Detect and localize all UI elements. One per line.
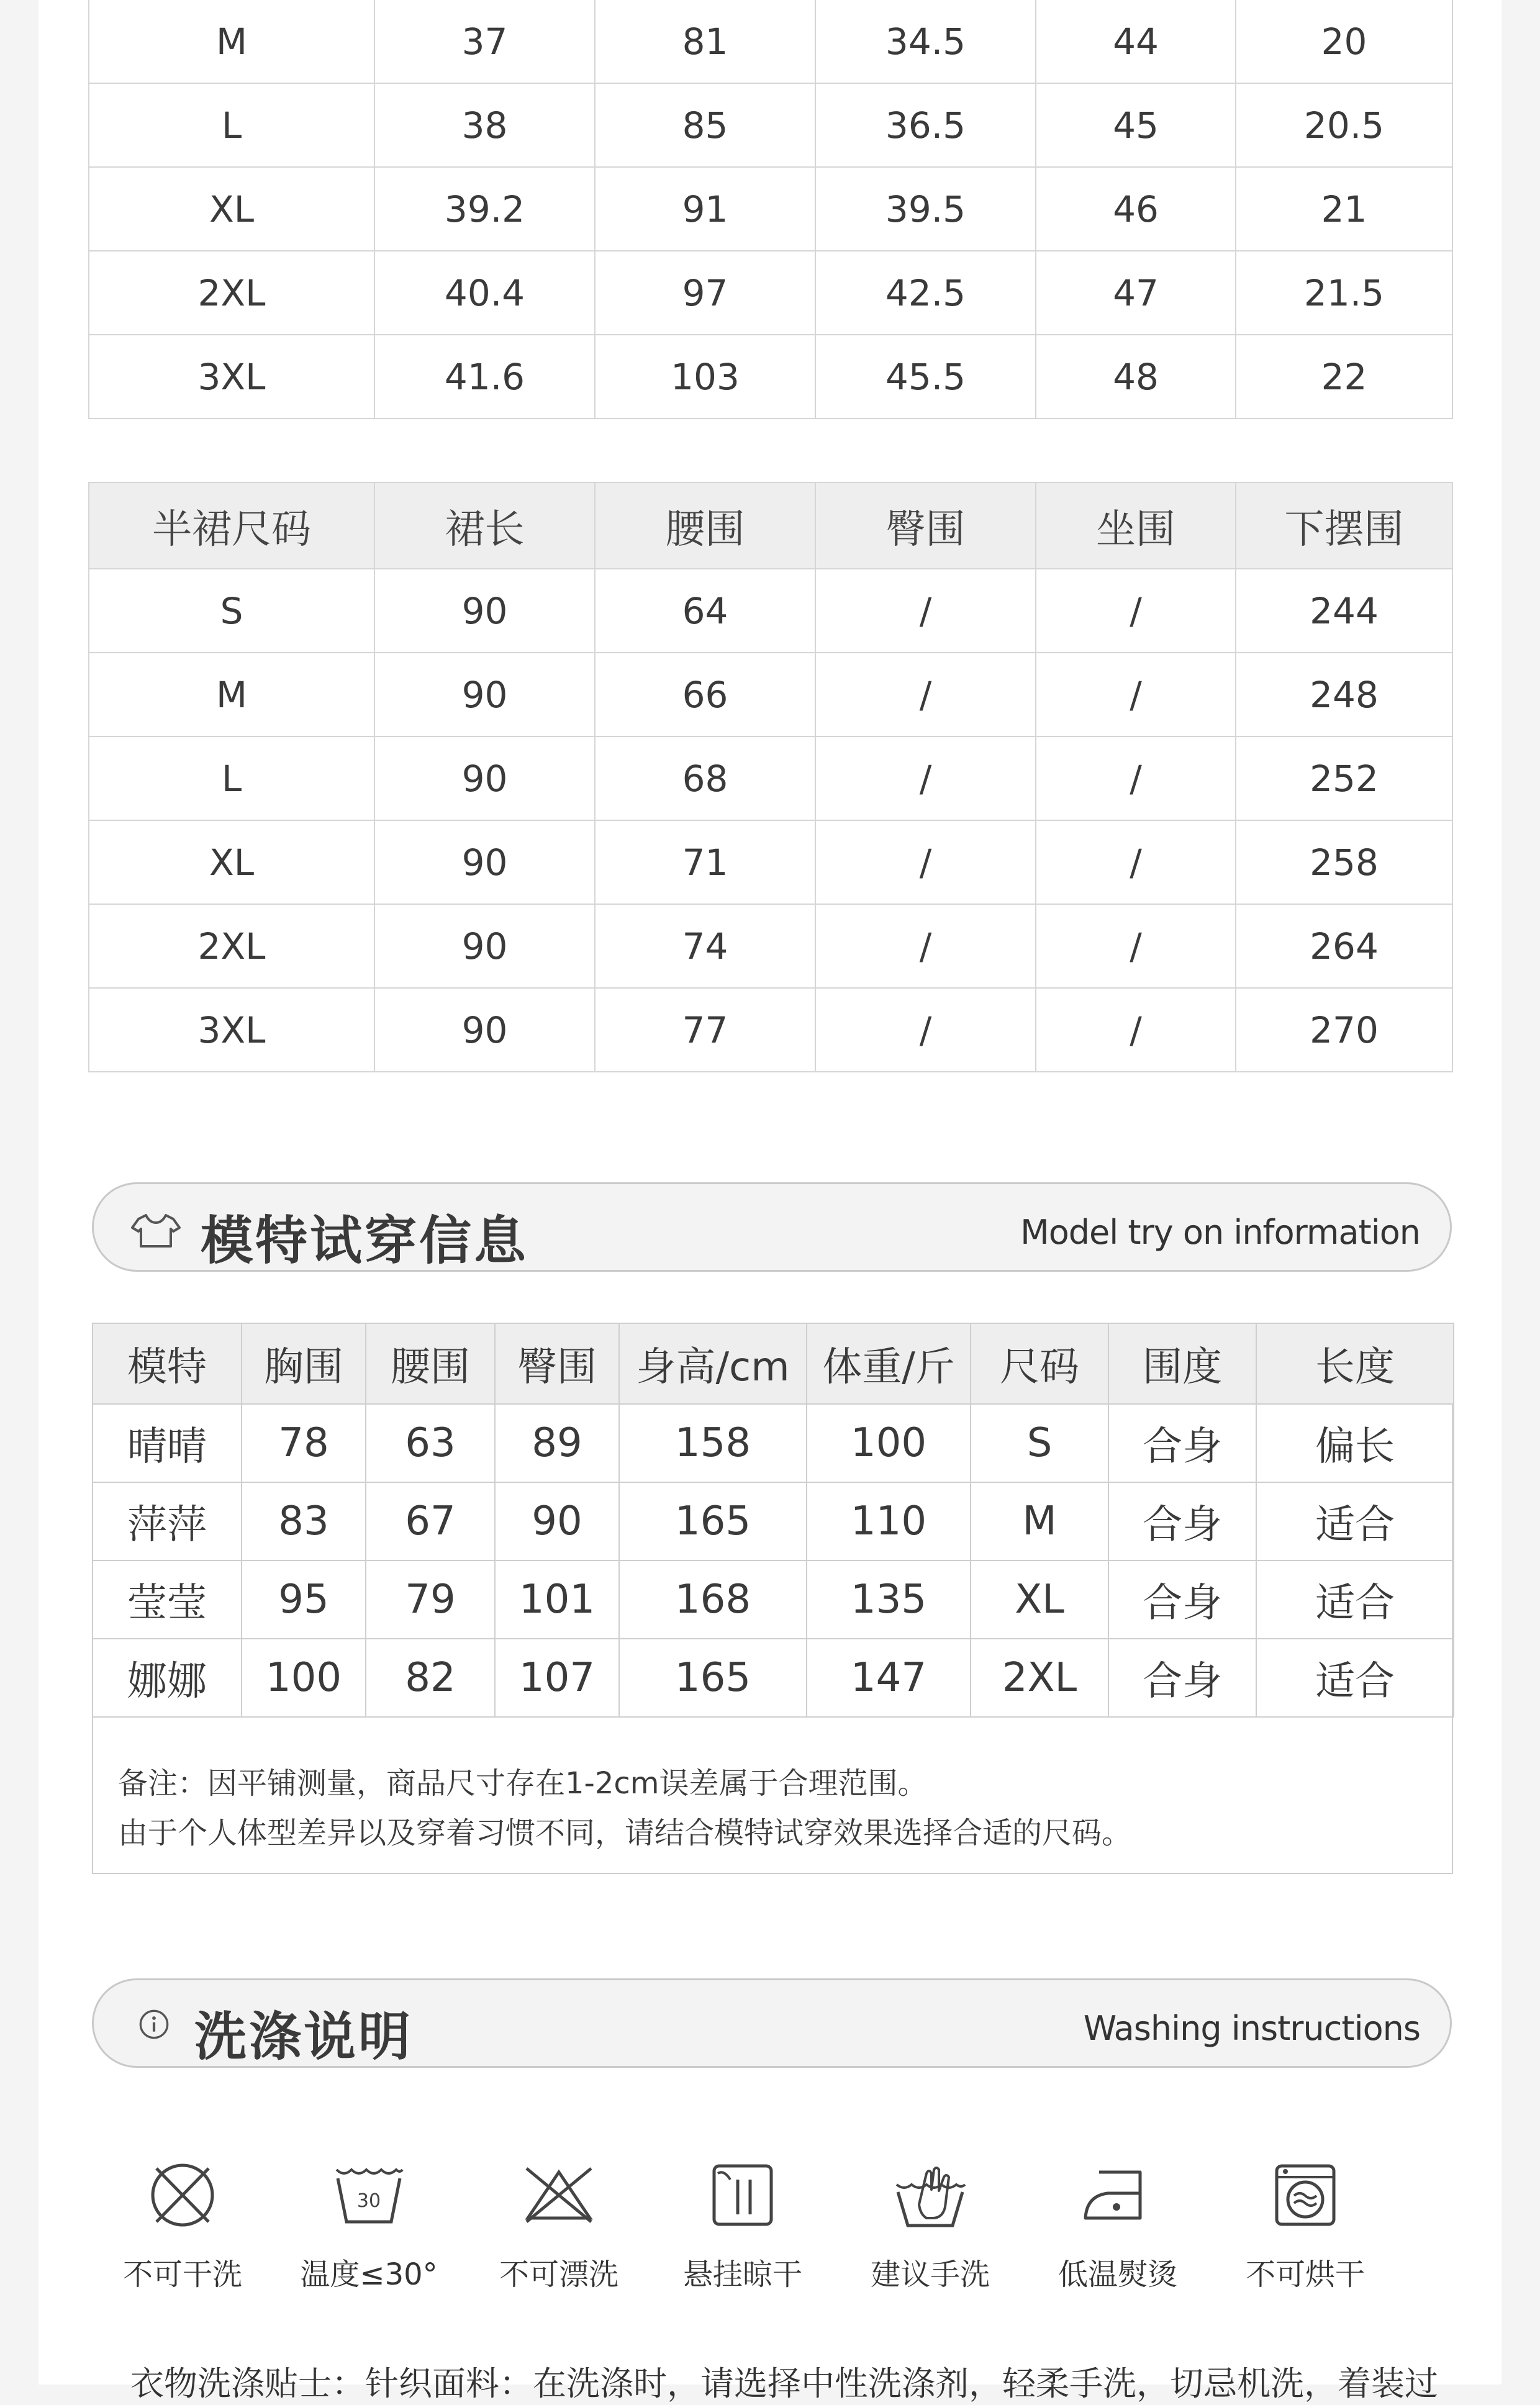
wash-label-no-bleach: 不可漂洗	[499, 2257, 618, 2292]
care-tips: 衣物洗涤贴士：针织面料：在洗涤时，请选择中性洗涤剂，轻柔手洗，切忌机洗，着装过	[130, 2364, 1438, 2403]
skirt-table-cell: 270	[1236, 988, 1452, 1072]
model-table-row	[93, 1560, 1454, 1639]
top-table-row	[89, 167, 1452, 251]
skirt-table-cell: 90	[374, 820, 595, 904]
skirt-table-row	[89, 988, 1452, 1072]
model-table-cell: 101	[495, 1560, 619, 1639]
skirt-table-cell: M	[89, 653, 374, 736]
no-dry-clean-icon	[145, 2161, 220, 2229]
top-table-cell: 48	[1036, 335, 1236, 419]
skirt-table-cell: /	[815, 736, 1036, 820]
top-table-cell: 46	[1036, 167, 1236, 251]
top-table-cell: 21.5	[1236, 251, 1452, 335]
skirt-table-cell: S	[89, 569, 374, 653]
skirt-table-cell: /	[815, 569, 1036, 653]
top-table-row	[89, 0, 1452, 83]
skirt-size-table	[88, 482, 1453, 1072]
skirt-table-header-cell: 半裙尺码	[89, 482, 374, 569]
model-table-cell: 158	[619, 1404, 807, 1482]
wash-item-no-bleach	[478, 2161, 640, 2293]
skirt-table-cell: 74	[595, 904, 815, 988]
skirt-table-cell: 90	[374, 736, 595, 820]
model-table-cell: 莹莹	[93, 1560, 242, 1639]
model-table-cell: 79	[366, 1560, 495, 1639]
model-table-cell: 83	[242, 1482, 366, 1560]
skirt-table-cell: 264	[1236, 904, 1452, 988]
model-try-on-table	[92, 1323, 1454, 1718]
top-table-cell: 103	[595, 335, 815, 419]
skirt-table-cell: 258	[1236, 820, 1452, 904]
model-table-cell: 适合	[1256, 1482, 1454, 1560]
model-table-cell: 合身	[1108, 1482, 1256, 1560]
skirt-table-row	[89, 904, 1452, 988]
model-info-subtitle: Model try on information	[1020, 1213, 1420, 1252]
top-table-cell: 36.5	[815, 83, 1036, 167]
model-table-cell: 90	[495, 1482, 619, 1560]
skirt-table-header-cell: 坐围	[1036, 482, 1236, 569]
skirt-table-cell: /	[1036, 653, 1236, 736]
model-table-row	[93, 1639, 1454, 1717]
model-table-header-cell: 模特	[93, 1323, 242, 1404]
top-table-cell: 47	[1036, 251, 1236, 335]
model-table-cell: 合身	[1108, 1404, 1256, 1482]
model-table-cell: 晴晴	[93, 1404, 242, 1482]
skirt-table-header-cell: 腰围	[595, 482, 815, 569]
model-table-cell: 萍萍	[93, 1482, 242, 1560]
skirt-table-cell: 90	[374, 569, 595, 653]
wash-label-hand-wash: 建议手洗	[870, 2257, 990, 2292]
skirt-table-cell: 90	[374, 904, 595, 988]
model-table-cell: 适合	[1256, 1560, 1454, 1639]
no-bleach-icon	[522, 2161, 596, 2229]
skirt-table-cell: /	[1036, 569, 1236, 653]
skirt-table-cell: 2XL	[89, 904, 374, 988]
skirt-table-cell: 66	[595, 653, 815, 736]
skirt-table-cell: /	[1036, 820, 1236, 904]
model-table-cell: 82	[366, 1639, 495, 1717]
skirt-table-cell: /	[815, 904, 1036, 988]
wash-item-hand-wash	[849, 2161, 1011, 2293]
skirt-table-cell: 71	[595, 820, 815, 904]
top-table-row	[89, 251, 1452, 335]
wash-item-no-tumble-dry	[1225, 2161, 1386, 2293]
top-table-cell: 34.5	[815, 0, 1036, 83]
wash-item-wash-30	[288, 2161, 450, 2293]
model-table-header-cell: 身高/cm	[619, 1323, 807, 1404]
wash-temp-badge: 30	[356, 2190, 381, 2212]
skirt-table-row	[89, 569, 1452, 653]
skirt-table-cell: /	[815, 653, 1036, 736]
skirt-table-cell: 68	[595, 736, 815, 820]
top-table-cell: 22	[1236, 335, 1452, 419]
model-table-cell: 78	[242, 1404, 366, 1482]
top-table-cell: 97	[595, 251, 815, 335]
model-table-cell: 娜娜	[93, 1639, 242, 1717]
skirt-table-cell: 3XL	[89, 988, 374, 1072]
model-table-header-cell: 体重/斤	[807, 1323, 971, 1404]
note-line-2: 由于个人体型差异以及穿着习惯不同，请结合模特试穿效果选择合适的尺码。	[118, 1816, 1132, 1850]
skirt-table-cell: 77	[595, 988, 815, 1072]
page	[38, 0, 1502, 2403]
model-table-cell: 165	[619, 1639, 807, 1717]
model-info-header	[92, 1182, 1452, 1272]
model-table-cell: 100	[242, 1639, 366, 1717]
wash-item-no-dry-clean	[102, 2161, 263, 2293]
wash-label-wash-30: 温度≤30°	[300, 2257, 438, 2292]
model-table-cell: 合身	[1108, 1639, 1256, 1717]
top-table-cell: 44	[1036, 0, 1236, 83]
top-table-cell: 91	[595, 167, 815, 251]
skirt-table-cell: /	[1036, 736, 1236, 820]
model-table-cell: M	[971, 1482, 1108, 1560]
model-table-row	[93, 1482, 1454, 1560]
skirt-table-header-cell: 臀围	[815, 482, 1036, 569]
skirt-table-cell: 248	[1236, 653, 1452, 736]
top-table-cell: 39.5	[815, 167, 1036, 251]
skirt-table-row	[89, 820, 1452, 904]
model-table-cell: 147	[807, 1639, 971, 1717]
skirt-table-cell: L	[89, 736, 374, 820]
skirt-table-header-cell: 下摆围	[1236, 482, 1452, 569]
model-table-header-row	[93, 1323, 1454, 1404]
model-table-cell: 110	[807, 1482, 971, 1560]
top-table-cell: M	[89, 0, 374, 83]
wash-label-hang-dry: 悬挂晾干	[682, 2257, 802, 2292]
skirt-table-cell: /	[815, 820, 1036, 904]
skirt-table-row	[89, 736, 1452, 820]
top-table-cell: 42.5	[815, 251, 1036, 335]
washing-title: 洗涤说明	[194, 2006, 414, 2067]
model-table-header-cell: 长度	[1256, 1323, 1454, 1404]
top-table-cell: L	[89, 83, 374, 167]
washing-subtitle: Washing instructions	[1083, 2009, 1420, 2048]
wash-label-low-iron: 低温熨烫	[1058, 2257, 1177, 2292]
model-table-cell: 100	[807, 1404, 971, 1482]
top-table-cell: 45.5	[815, 335, 1036, 419]
top-table-cell: 20	[1236, 0, 1452, 83]
wash-item-low-iron	[1037, 2161, 1198, 2293]
top-table-cell: 41.6	[374, 335, 595, 419]
top-table-row	[89, 83, 1452, 167]
model-table-cell: 168	[619, 1560, 807, 1639]
model-table-header-cell: 腰围	[366, 1323, 495, 1404]
hang-dry-icon	[705, 2161, 780, 2229]
model-table-cell: 107	[495, 1639, 619, 1717]
model-table-header-cell: 胸围	[242, 1323, 366, 1404]
top-table-cell: 21	[1236, 167, 1452, 251]
low-iron-icon	[1080, 2161, 1155, 2229]
model-info-title: 模特试穿信息	[201, 1210, 529, 1271]
info-icon	[132, 2003, 176, 2046]
skirt-table-cell: 64	[595, 569, 815, 653]
wash-30-icon	[332, 2161, 406, 2229]
skirt-table-header-cell: 裙长	[374, 482, 595, 569]
top-table-cell: 40.4	[374, 251, 595, 335]
model-table-row	[93, 1404, 1454, 1482]
skirt-table-row	[89, 653, 1452, 736]
model-table-cell: 95	[242, 1560, 366, 1639]
model-table-cell: 89	[495, 1404, 619, 1482]
model-table-header-cell: 尺码	[971, 1323, 1108, 1404]
model-table-cell: 2XL	[971, 1639, 1108, 1717]
wash-label-no-tumble-dry: 不可烘干	[1245, 2257, 1365, 2292]
skirt-table-cell: /	[1036, 988, 1236, 1072]
top-table-cell: 2XL	[89, 251, 374, 335]
washing-header	[92, 1978, 1452, 2068]
skirt-table-cell: 252	[1236, 736, 1452, 820]
model-table-cell: 135	[807, 1560, 971, 1639]
skirt-table-cell: XL	[89, 820, 374, 904]
model-notes	[118, 1759, 1131, 1858]
model-table-cell: 67	[366, 1482, 495, 1560]
top-table-cell: 20.5	[1236, 83, 1452, 167]
shirt-icon	[130, 1212, 182, 1249]
top-table-cell: 37	[374, 0, 595, 83]
model-table-cell: 偏长	[1256, 1404, 1454, 1482]
top-table-row	[89, 335, 1452, 419]
model-table-cell: XL	[971, 1560, 1108, 1639]
top-table-cell: 45	[1036, 83, 1236, 167]
model-table-header-cell: 围度	[1108, 1323, 1256, 1404]
top-table-cell: 81	[595, 0, 815, 83]
skirt-table-cell: /	[1036, 904, 1236, 988]
skirt-table-cell: /	[815, 988, 1036, 1072]
wash-item-hang-dry	[662, 2161, 823, 2293]
hand-wash-icon	[893, 2161, 967, 2229]
top-size-table	[88, 0, 1453, 419]
top-table-cell: 85	[595, 83, 815, 167]
model-table-cell: 165	[619, 1482, 807, 1560]
model-table-header-cell: 臀围	[495, 1323, 619, 1404]
top-table-cell: XL	[89, 167, 374, 251]
top-table-cell: 3XL	[89, 335, 374, 419]
model-table-cell: 合身	[1108, 1560, 1256, 1639]
no-tumble-dry-icon	[1268, 2161, 1343, 2229]
top-table-cell: 39.2	[374, 167, 595, 251]
model-table-cell: 适合	[1256, 1639, 1454, 1717]
skirt-table-cell: 90	[374, 653, 595, 736]
skirt-table-header-row	[89, 482, 1452, 569]
top-table-cell: 38	[374, 83, 595, 167]
model-table-cell: 63	[366, 1404, 495, 1482]
skirt-table-cell: 90	[374, 988, 595, 1072]
model-table-cell: S	[971, 1404, 1108, 1482]
wash-label-no-dry-clean: 不可干洗	[122, 2257, 242, 2292]
skirt-table-cell: 244	[1236, 569, 1452, 653]
note-line-1: 备注：因平铺测量，商品尺寸存在1-2cm误差属于合理范围。	[118, 1766, 928, 1801]
